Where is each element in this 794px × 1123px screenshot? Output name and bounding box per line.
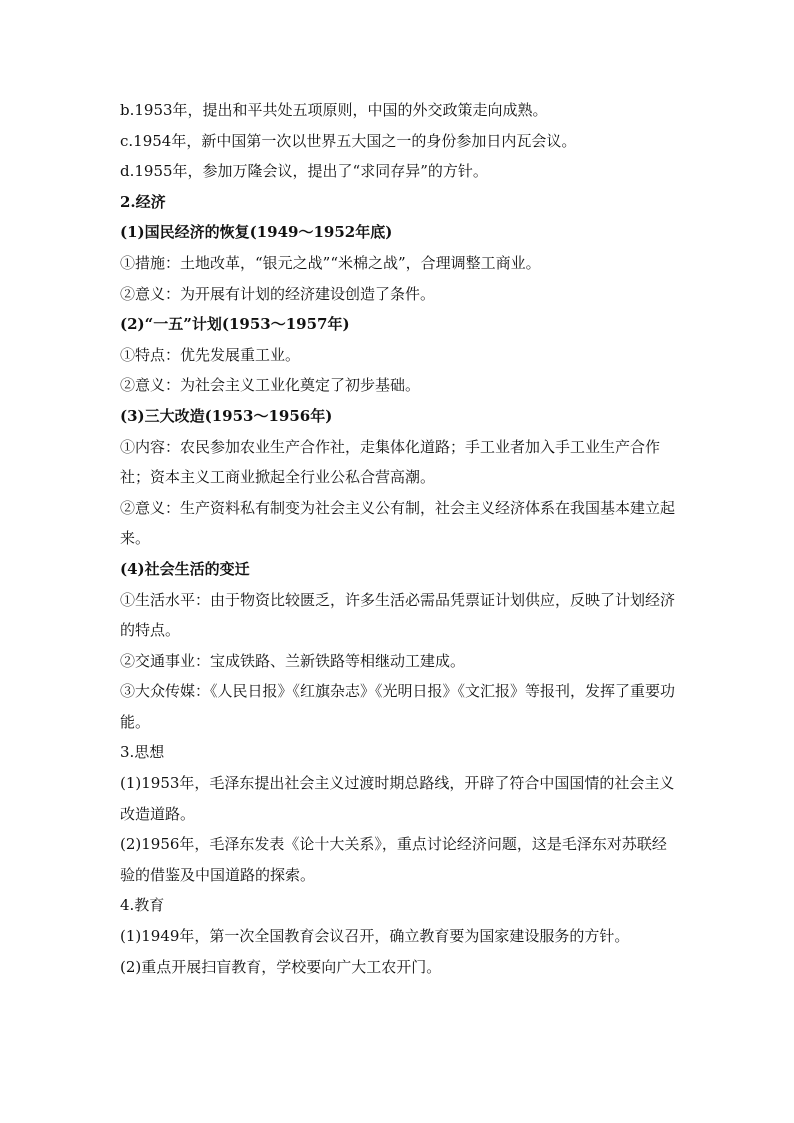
subheading-first-five-year-plan: (2)“一五”计划(1953～1957年): [120, 315, 350, 334]
section-heading-education: 4.教育: [120, 896, 165, 915]
plan-significance: ②意义：为社会主义工业化奠定了初步基础。: [120, 376, 421, 395]
document-body: [120, 95, 680, 982]
section-heading-economy: 2.经济: [120, 192, 166, 211]
education-item-1: (1)1949年，第一次全国教育会议召开，确立教育要为国家建设服务的方针。: [120, 927, 630, 946]
transformations-significance: ②意义：生产资料私有制变为社会主义公有制，社会主义经济体系在我国基本建立起来。: [120, 498, 676, 548]
living-standards: ①生活水平：由于物资比较匮乏，许多生活必需品凭票证计划供应，反映了计划经济的特点。: [120, 590, 676, 640]
ideology-item-2: (2)1956年，毛泽东发表《论十大关系》，重点讨论经济问题，这是毛泽东对苏联经验的借鉴及中国道路的探索。: [120, 835, 667, 884]
transformations-content: ①内容：农民参加农业生产合作社，走集体化道路；手工业者加入手工业生产合作社；资本主义工商业掀起全行业公私合营高潮。: [120, 437, 661, 487]
transportation: ②交通事业：宝成铁路、兰新铁路等相继动工建成。: [120, 651, 466, 670]
recovery-measures: ①措施：土地改革，“银元之战”“米棉之战”，合理调整工商业。: [120, 253, 541, 272]
recovery-significance: ②意义：为开展有计划的经济建设创造了条件。: [120, 284, 436, 303]
ideology-item-1: (1)1953年，毛泽东提出社会主义过渡时期总路线，开辟了符合中国国情的社会主义改造道路。: [120, 774, 675, 823]
subheading-social-life: (4)社会生活的变迁: [120, 559, 250, 578]
subheading-three-transformations: (3)三大改造(1953～1956年): [120, 406, 333, 425]
diplomacy-item-b: b.1953年，提出和平共处五项原则，中国的外交政策走向成熟。: [120, 101, 548, 119]
diplomacy-item-d: d.1955年，参加万隆会议，提出了“求同存异”的方针。: [120, 162, 488, 181]
education-item-2: (2)重点开展扫盲教育，学校要向广大工农开门。: [120, 957, 442, 976]
section-heading-ideology: 3.思想: [120, 743, 165, 762]
subheading-economic-recovery: (1)国民经济的恢复(1949～1952年底): [120, 223, 393, 242]
plan-features: ①特点：优先发展重工业。: [120, 345, 301, 364]
mass-media: ③大众传媒：《人民日报》《红旗杂志》《光明日报》《文汇报》等报刊，发挥了重要功能。: [120, 682, 676, 731]
diplomacy-item-c: c.1954年，新中国第一次以世界五大国之一的身份参加日内瓦会议。: [120, 131, 577, 150]
